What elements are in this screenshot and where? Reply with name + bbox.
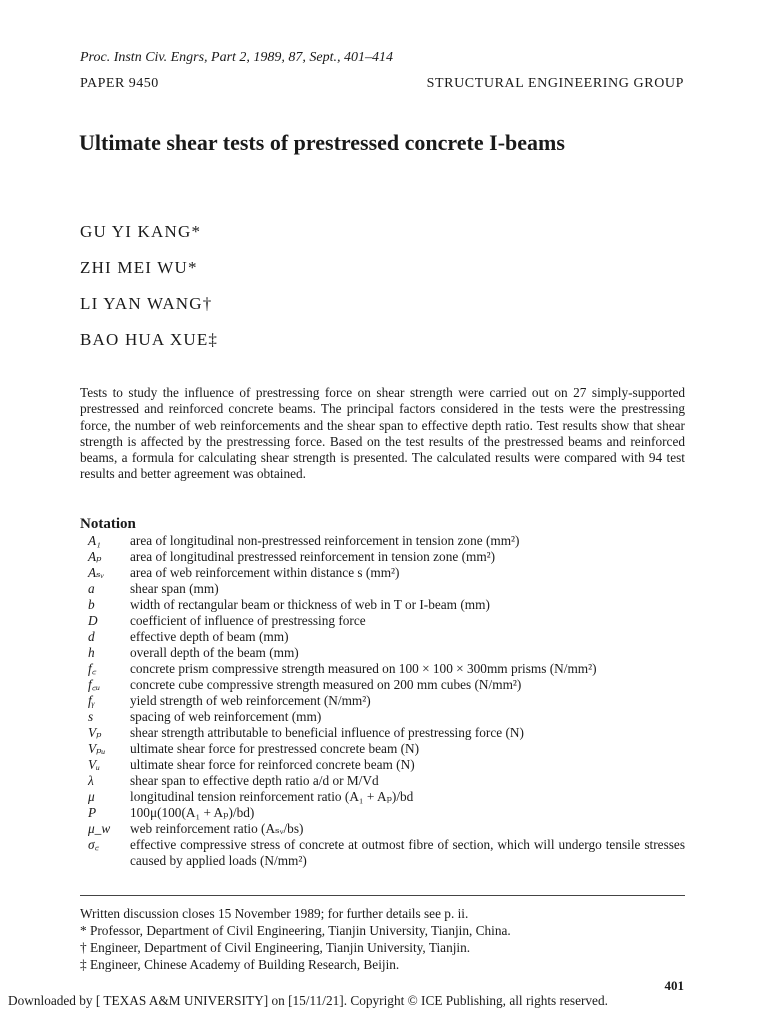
notation-symbol: μ <box>88 789 95 804</box>
notation-definition: ultimate shear force for reinforced concrete beam (N) <box>130 757 415 772</box>
notation-symbol: f꜀ᵤ <box>88 677 101 692</box>
notation-definition: overall depth of the beam (mm) <box>130 645 299 660</box>
notation-row <box>80 597 685 613</box>
notation-symbol: Vₚᵤ <box>88 741 106 756</box>
author-1: GU YI KANG* <box>80 222 202 241</box>
notation-symbol: fᵧ <box>88 693 95 708</box>
notation-definition: concrete prism compressive strength measured on 100 × 100 × 300mm prisms (N/mm²) <box>130 661 597 676</box>
notation-row <box>80 693 685 709</box>
notation-row <box>80 549 685 565</box>
notation-definition: shear span (mm) <box>130 581 219 596</box>
author-4: BAO HUA XUE‡ <box>80 330 219 349</box>
notation-symbol: h <box>88 645 95 660</box>
notation-symbol: d <box>88 629 95 644</box>
notation-row <box>80 581 685 597</box>
notation-definition: concrete cube compressive strength measured on 200 mm cubes (N/mm²) <box>130 677 522 692</box>
notation-symbol: Vᵤ <box>88 757 101 772</box>
notation-definition: shear strength attributable to beneficial influence of prestressing force (N) <box>130 725 524 740</box>
notation-definition: ultimate shear force for prestressed concrete beam (N) <box>130 741 420 756</box>
notation-row <box>80 709 685 725</box>
notation-definition: effective compressive stress of concrete at outmost fibre of section, which will undergo tensile stresses caused by applied loads (N/mm²) <box>130 837 685 868</box>
notation-row <box>80 805 685 821</box>
notation-row <box>80 757 685 773</box>
notation-heading: Notation <box>80 516 136 532</box>
journal-citation: Proc. Instn Civ. Engrs, Part 2, 1989, 87, Sept., 401–414 <box>80 50 394 65</box>
notation-row <box>80 533 685 549</box>
notation-row <box>80 677 685 693</box>
notation-row <box>80 773 685 789</box>
paper-title: Ultimate shear tests of prestressed concrete I-beams <box>79 130 565 155</box>
notation-row <box>80 741 685 757</box>
notation-symbol: Aₛᵥ <box>88 565 105 580</box>
notation-symbol: Aₚ <box>88 549 102 564</box>
page-number: 401 <box>664 978 684 993</box>
notation-definition: shear span to effective depth ratio a/d or M/Vd <box>130 773 379 788</box>
notation-symbol: a <box>88 581 95 596</box>
notation-symbol: b <box>88 597 95 612</box>
notation-definition: area of longitudinal non-prestressed reinforcement in tension zone (mm²) <box>130 533 520 548</box>
paper-number: PAPER 9450 <box>80 76 159 91</box>
section-group: STRUCTURAL ENGINEERING GROUP <box>426 76 684 91</box>
notation-symbol: σ꜀ <box>88 837 100 852</box>
notation-definition: web reinforcement ratio (Aₛᵥ/bs) <box>130 821 304 836</box>
notation-row <box>80 629 685 645</box>
footnote-divider <box>80 895 685 896</box>
download-notice: Downloaded by [ TEXAS A&M UNIVERSITY] on [15/11/21]. Copyright © ICE Publishing, all rights reserved. <box>8 993 608 1008</box>
author-2: ZHI MEI WU* <box>80 258 198 277</box>
notation-row <box>80 645 685 661</box>
notation-definition: effective depth of beam (mm) <box>130 629 289 644</box>
notation-symbol: D <box>88 613 98 628</box>
abstract: Tests to study the influence of prestressing force on shear strength were carried out on 27 simply-supported prestressed and reinforced concrete beams. The principal factors considered in the tests were the prestressing force, the number of web reinforcements and the shear span to effective depth ratio. Test results show that shear strength is affected by the prestressing force. Based on the test results of the prestressed beams and reinforced beams, a formula for calculating shear strength is presented. The calculated results were compared with 94 test results and better agreement was obtained. <box>80 385 685 482</box>
notation-definition: area of longitudinal prestressed reinforcement in tension zone (mm²) <box>130 549 496 564</box>
notation-definition: area of web reinforcement within distance s (mm²) <box>130 565 400 580</box>
notation-row <box>80 789 685 805</box>
notation-symbol: f꜀ <box>88 661 97 676</box>
notation-definition: coefficient of influence of prestressing force <box>130 613 366 628</box>
notation-definition: longitudinal tension reinforcement ratio (A₁ + Aₚ)/bd <box>130 789 414 804</box>
notation-list <box>80 533 685 869</box>
footnote-affiliation-2: † Engineer, Department of Civil Engineering, Tianjin University, Tianjin. <box>80 940 471 955</box>
notation-definition: width of rectangular beam or thickness of web in T or I-beam (mm) <box>130 597 490 612</box>
footnote-affiliation-1: * Professor, Department of Civil Engineering, Tianjin University, Tianjin, China. <box>80 923 511 938</box>
notation-row <box>80 565 685 581</box>
notation-symbol: P <box>88 805 97 820</box>
notation-symbol: s <box>88 709 94 724</box>
notation-row <box>80 837 685 869</box>
footnotes <box>80 905 685 973</box>
author-3: LI YAN WANG† <box>80 294 213 313</box>
notation-row <box>80 725 685 741</box>
notation-definition: yield strength of web reinforcement (N/mm²) <box>130 693 371 708</box>
notation-row <box>80 661 685 677</box>
notation-symbol: A₁ <box>88 533 101 548</box>
notation-symbol: μ_w <box>88 821 111 836</box>
notation-symbol: Vₚ <box>88 725 102 740</box>
notation-definition: 100μ(100(A₁ + Aₚ)/bd) <box>130 805 255 820</box>
footnote-discussion: Written discussion closes 15 November 1989; for further details see p. ii. <box>80 906 469 921</box>
notation-definition: spacing of web reinforcement (mm) <box>130 709 322 724</box>
notation-row <box>80 821 685 837</box>
notation-symbol: λ <box>88 773 94 788</box>
notation-row <box>80 613 685 629</box>
footnote-affiliation-3: ‡ Engineer, Chinese Academy of Building Research, Beijin. <box>80 957 400 972</box>
